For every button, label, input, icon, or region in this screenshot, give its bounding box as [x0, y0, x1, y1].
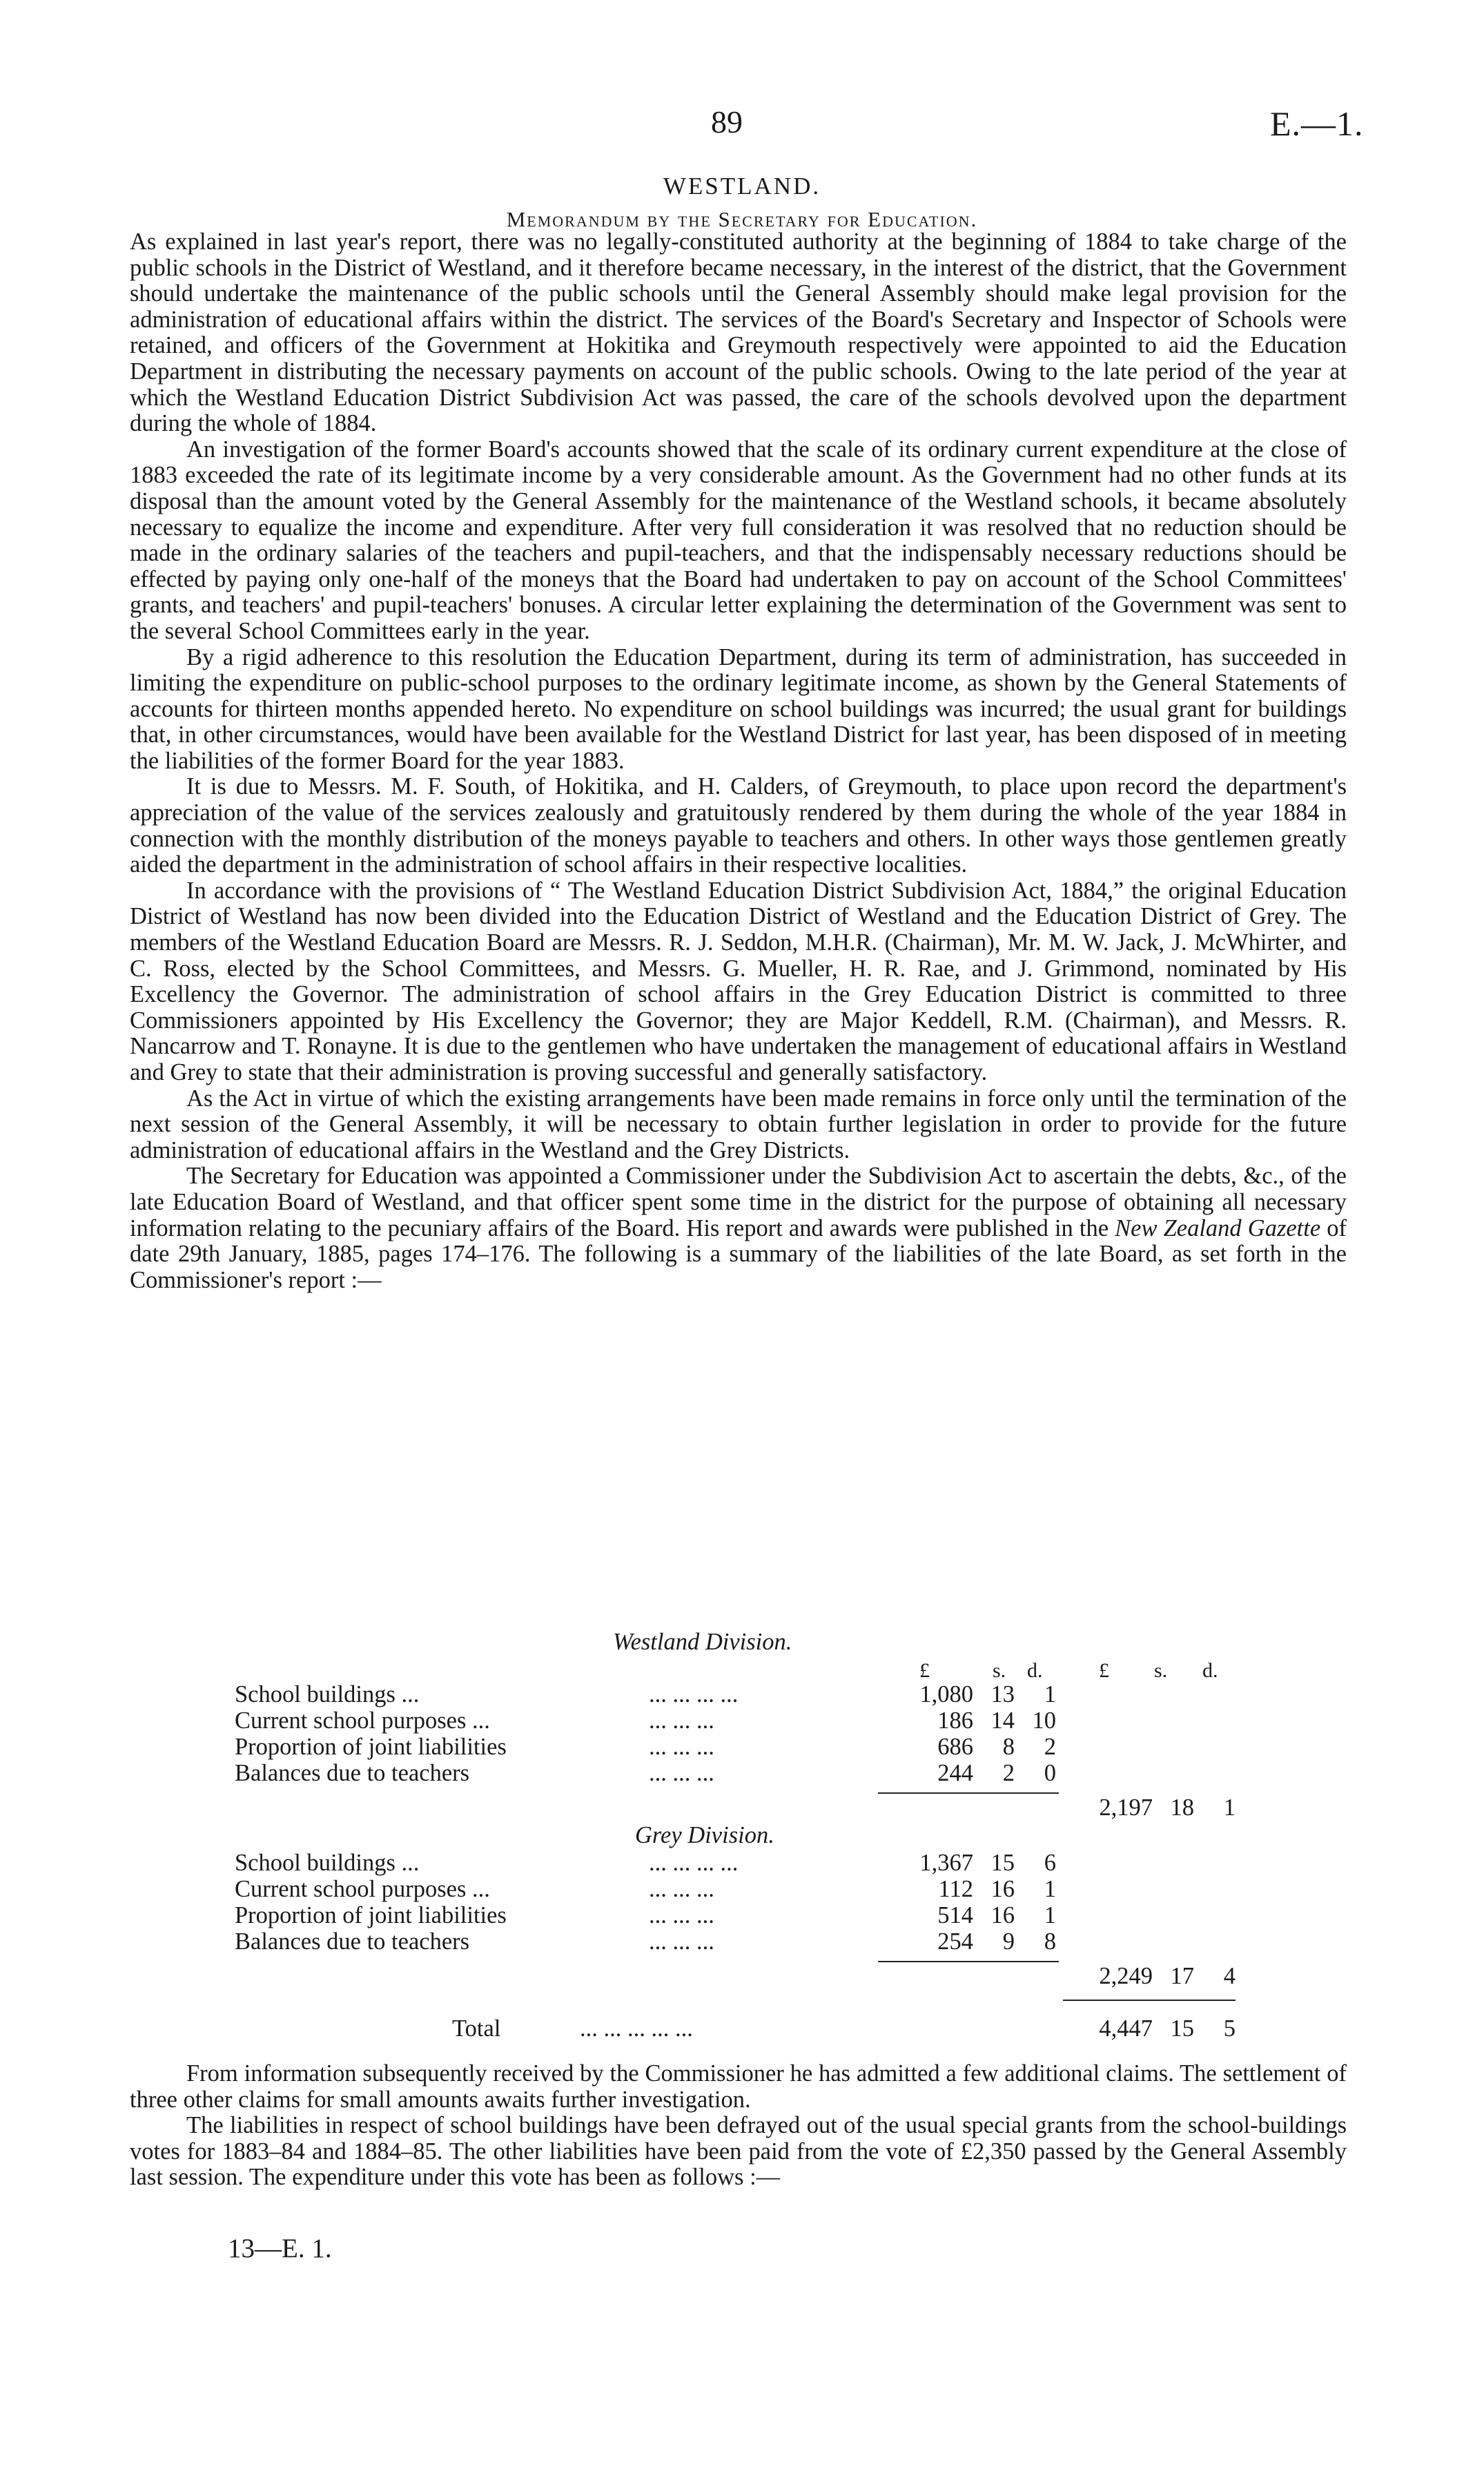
ledger-shillings: 14: [990, 1707, 1015, 1734]
ledger-pounds: 244: [937, 1760, 973, 1786]
ledger-shillings: 16: [990, 1902, 1015, 1928]
ledger-row-label: Balances due to teachers: [235, 1760, 470, 1786]
subtotal-pounds: 2,197: [1099, 1794, 1153, 1821]
subtotal-pence: 1: [1223, 1794, 1236, 1821]
ledger-leader: ... ... ...: [649, 1928, 714, 1955]
total-label: Total: [452, 2015, 501, 2042]
ledger-shillings: 15: [990, 1850, 1015, 1876]
paragraph: By a rigid adherence to this resolution the Education Department, during its term of administration, has succeeded in limiting the expenditure on public-school purposes to the ordinary legitimate income, as shown by the General Statements of accounts for thirteen months appended hereto. No expenditure on school buildings was incurred; the usual grant for buildings that, in other circumstances, would have been available for the Westland District for last year, has been disposed of in meeting the liabilities of the former Board for the year 1883.: [130, 643, 1347, 774]
ledger-pence: 1: [1044, 1681, 1056, 1707]
document-code: E.—1.: [1270, 104, 1364, 143]
ledger-shillings: 8: [1002, 1734, 1015, 1760]
subtotal-pence: 4: [1223, 1963, 1236, 1989]
ledger-pence: 6: [1044, 1850, 1056, 1876]
ledger-pence: 0: [1044, 1760, 1056, 1786]
ledger-pounds: 1,080: [919, 1681, 973, 1707]
ledger-leader: ... ... ... ...: [649, 1681, 739, 1707]
ledger-pence: 1: [1044, 1876, 1056, 1902]
ledger-row-label: School buildings ...: [235, 1681, 420, 1707]
ledger-pounds: 112: [938, 1876, 973, 1902]
col-head-shillings: s.: [993, 1659, 1006, 1682]
total-leader: ... ... ... ... ...: [580, 2015, 693, 2042]
ledger-leader: ... ... ...: [649, 1707, 714, 1734]
col-head-pounds-total: £: [1099, 1659, 1109, 1682]
subtotal-rule: [878, 1792, 1059, 1794]
division-heading: Westland Division.: [613, 1629, 792, 1655]
ledger-row-label: Balances due to teachers: [235, 1928, 470, 1955]
paragraph: In accordance with the provisions of “ The Westland Education District Subdivision Act, 1884,” the original Education District of Westland has now been divided into the Education District of Westland and the Education District of Grey. The members of the Westland Education Board are Messrs. R. J. Seddon, M.H.R. (Chairman), Mr. M. W. Jack, J. McWhirter, and C. Ross, elected by the School Committees, and Messrs. G. Mueller, H. R. Rae, and J. Grimmond, nominated by His Excellency the Governor. The administration of school affairs in the Grey Education District is committed to three Commissioners appointed by His Excellency the Governor; they are Major Keddell, R.M. (Chairman), and Messrs. R. Nancarrow and T. Ronayne. It is due to the gentlemen who have undertaken the management of educational affairs in Westland and Grey to state that their administration is proving successful and generally satisfactory.: [130, 877, 1347, 1085]
ledger-row-label: School buildings ...: [235, 1850, 420, 1876]
ledger-pence: 10: [1032, 1707, 1056, 1734]
total-shillings: 15: [1170, 2015, 1194, 2042]
ledger-pounds: 186: [937, 1707, 973, 1734]
ledger-leader: ... ... ...: [649, 1760, 714, 1786]
subtotal-pounds: 2,249: [1099, 1963, 1153, 1989]
ledger-shillings: 13: [990, 1681, 1015, 1707]
ledger-shillings: 2: [1002, 1760, 1015, 1786]
total-pounds: 4,447: [1099, 2015, 1153, 2042]
ledger-leader: ... ... ...: [649, 1902, 714, 1928]
col-head-shillings-total: s.: [1154, 1659, 1168, 1682]
ledger-row-label: Current school purposes ...: [235, 1707, 490, 1734]
paragraph: It is due to Messrs. M. F. South, of Hokitika, and H. Calders, of Greymouth, to place upon record the department's appreciation of the value of the services zealously and gratuitously rendered by them during the whole of the year 1884 in connection with the monthly distribution of the moneys payable to teachers and others. In other ways those gentlemen greatly aided the department in the administration of school affairs in their respective localities.: [130, 773, 1347, 878]
subtotal-shillings: 17: [1170, 1963, 1194, 1989]
signature-mark: 13—E. 1.: [228, 2234, 332, 2263]
total-pence: 5: [1223, 2015, 1236, 2042]
closing-paragraphs: [130, 2061, 1347, 2191]
ledger-pence: 2: [1044, 1734, 1056, 1760]
ledger-pounds: 514: [937, 1902, 973, 1928]
subtotal-rule: [878, 1961, 1059, 1962]
subtotal-shillings: 18: [1170, 1794, 1194, 1821]
paragraph: As explained in last year's report, there was no legally-constituted authority at the beginning of 1884 to take charge of the public schools in the District of Westland, and it therefore became necessary, in the interest of the district, that the Government should undertake the maintenance of the public schools until the General Assembly should make legal provision for the administration of educational affairs within the district. The services of the Board's Secretary and Inspector of Schools were retained, and officers of the Government at Hokitika and Greymouth respectively were appointed to aid the Education Department in distributing the necessary payments on account of the public schools. Owing to the late period of the year at which the Westland Education District Subdivision Act was passed, the care of the schools devolved upon the department during the whole of 1884.: [130, 229, 1347, 437]
col-head-pence: d.: [1027, 1659, 1043, 1682]
total-rule: [1063, 2000, 1236, 2001]
ledger-pence: 8: [1044, 1928, 1056, 1955]
memorandum-subtitle: Memorandum by the Secretary for Education.: [506, 207, 978, 231]
gazette-title: New Zealand Gazette: [1115, 1215, 1321, 1241]
memorandum-body: [130, 229, 1347, 1293]
ledger-pounds: 686: [937, 1734, 973, 1760]
ledger-pounds: 1,367: [919, 1850, 973, 1876]
ledger-pounds: 254: [937, 1928, 973, 1955]
paragraph: The liabilities in respect of school buildings have been defrayed out of the usual special grants from the school-buildings votes for 1883–84 and 1884–85. The other liabilities have been paid from the vote of £2,350 passed by the General Assembly last session. The expenditure under this vote has been as follows :—: [130, 2112, 1347, 2191]
ledger-pence: 1: [1044, 1902, 1056, 1928]
ledger-shillings: 16: [990, 1876, 1015, 1902]
ledger-leader: ... ... ... ...: [649, 1850, 739, 1876]
commissioner-text-after: of date 29th January, 1885, pages 174–176. The following is a summary of the liabilities of the late Board, as set forth in the Commissioner's report :—: [130, 1215, 1347, 1293]
ledger-shillings: 9: [1002, 1928, 1015, 1955]
section-title: WESTLAND.: [663, 173, 821, 200]
division-heading: Grey Division.: [635, 1822, 774, 1848]
col-head-pounds: £: [919, 1659, 930, 1682]
ledger-leader: ... ... ...: [649, 1876, 714, 1902]
ledger-row-label: Proportion of joint liabilities: [235, 1902, 507, 1928]
paragraph: From information subsequently received by the Commissioner he has admitted a few additional claims. The settlement of three other claims for small amounts awaits further investigation.: [130, 2060, 1347, 2113]
ledger-row-label: Proportion of joint liabilities: [235, 1734, 507, 1760]
page-number: 89: [711, 104, 743, 139]
ledger-leader: ... ... ...: [649, 1734, 714, 1760]
paragraph: An investigation of the former Board's accounts showed that the scale of its ordinary current expenditure at the close of 1883 exceeded the rate of its legitimate income by a very considerable amount. As the Government had no other funds at its disposal than the amount voted by the General Assembly for the maintenance of the Westland schools, it became absolutely necessary to equalize the income and expenditure. After very full consideration it was resolved that no reduction should be made in the ordinary salaries of the teachers and pupil-teachers, and that the indispensably necessary reductions should be effected by paying only one-half of the moneys that the Board had undertaken to pay on account of the School Committees' grants, and teachers' and pupil-teachers' bonuses. A circular letter explaining the determination of the Government was sent to the several School Committees early in the year.: [130, 436, 1347, 644]
ledger-row-label: Current school purposes ...: [235, 1876, 490, 1902]
paragraph: As the Act in virtue of which the existing arrangements have been made remains in force only until the termination of the next session of the General Assembly, it will be necessary to obtain further legislation in order to provide for the future administration of educational affairs in the Westland and the Grey Districts.: [130, 1085, 1347, 1163]
paragraph: [130, 1163, 1347, 1293]
commissioner-text-before: The Secretary for Education was appointed a Commissioner under the Subdivision Act to ascertain the debts, &c., of the late Education Board of Westland, and that officer spent some time in the district for the purpose of obtaining all necessary information relating to the pecuniary affairs of the Board. His report and awards were published in the: [130, 1163, 1347, 1241]
col-head-pence-total: d.: [1202, 1659, 1218, 1682]
